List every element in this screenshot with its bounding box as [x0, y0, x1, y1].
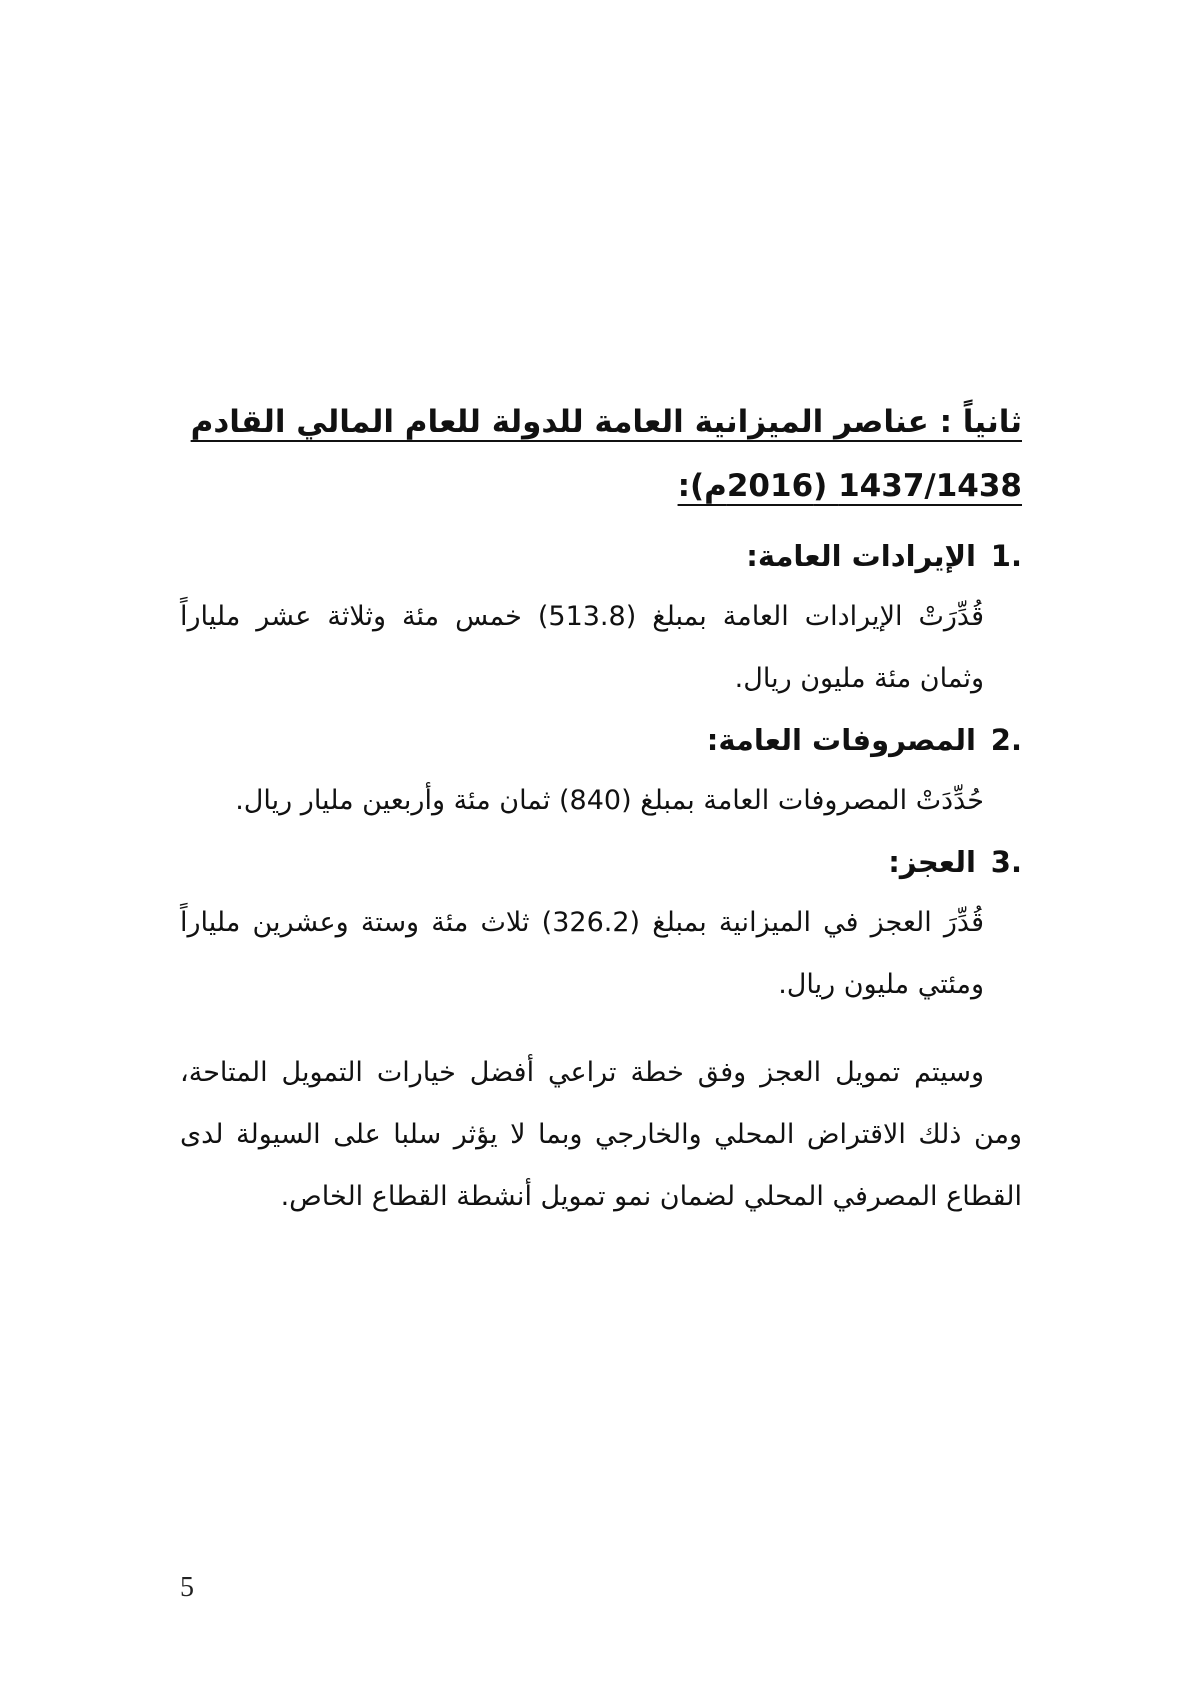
- section-title: المصروفات العامة:: [706, 723, 976, 757]
- section-title: العجز:: [888, 845, 976, 879]
- page-number: 5: [180, 1572, 194, 1603]
- section-body: قُدِّرَ العجز في الميزانية بمبلغ (326.2) ثلاث مئة وستة وعشرين ملياراً ومئتي مليون ريال.: [180, 907, 985, 1000]
- section-title-row: [180, 832, 1022, 892]
- section-title: الإيرادات العامة:: [746, 539, 976, 573]
- section-number: 1.: [990, 539, 1022, 573]
- section-number: 2.: [990, 723, 1022, 757]
- section-title-row: [180, 526, 1022, 586]
- section-expenditures: [180, 710, 1022, 832]
- section-body: قُدِّرَتْ الإيرادات العامة بمبلغ (513.8) خمس مئة وثلاثة عشر ملياراً وثمان مئة مليون ريال.: [180, 601, 984, 694]
- section-deficit: [180, 832, 1022, 1016]
- section-revenues: [180, 526, 1022, 710]
- section-heading: ثانياً : عناصر الميزانية العامة للدولة للعام المالي القادم 1437/1438 (2016م):: [190, 404, 1022, 504]
- closing-paragraph: وسيتم تمويل العجز وفق خطة تراعي أفضل خيارات التمويل المتاحة، ومن ذلك الاقتراض المحلي والخارجي وبما لا يؤثر سلبا على السيولة لدى القطاع المصرفي المحلي لضمان نمو تمويل أنشطة القطاع الخاص.: [180, 1057, 1022, 1212]
- section-number: 3.: [990, 845, 1022, 879]
- section-title-row: [180, 710, 1022, 770]
- section-body: حُدِّدَتْ المصروفات العامة بمبلغ (840) ثمان مئة وأربعين مليار ريال.: [235, 785, 984, 816]
- page-content: [180, 390, 1022, 1228]
